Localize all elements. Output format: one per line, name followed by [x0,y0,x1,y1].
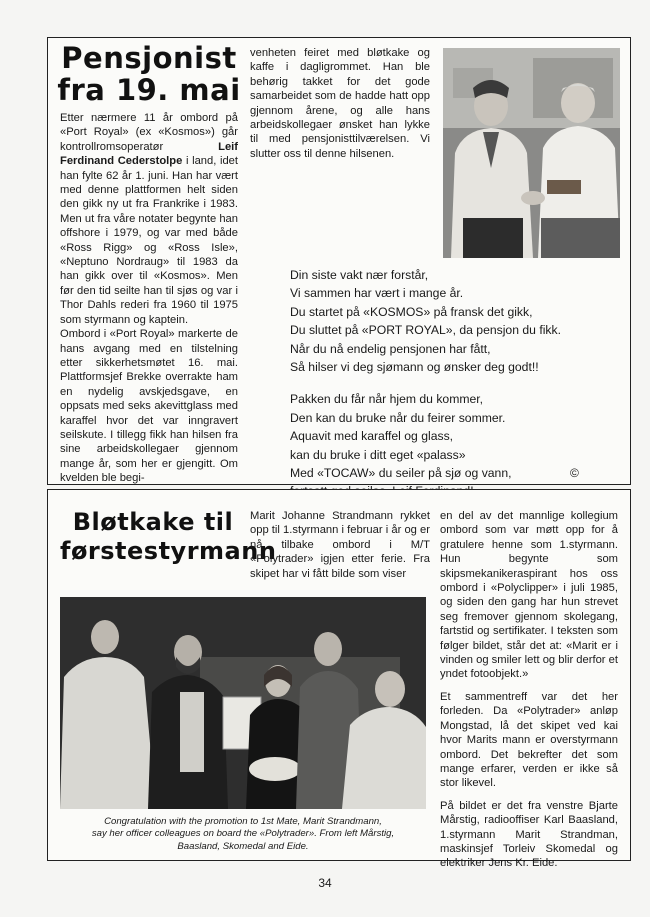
article1-text-post: i land, idet han fylte 62 år 1. juni. Han har vært med denne plattformen helt siden den gikk ny ut fra Frankrike i 1983. Men ut fra våre notater begynte han offshore i 1979, og var med både «Ross Rigg» og «Ross Isle», «Neptuno Nordraug» til 1983 da han gikk over til «Kosmos». Men før den tid seilte han til sjøs og var i Thor Dahls rederi fra 1960 til 1975 som styrmann og kaptein. [60,155,239,326]
photo-handshake-image [443,48,620,258]
poem-line: Med «TOCAW» du seiler på sjø og vann, [290,466,512,481]
article1-column-2 [250,46,430,161]
article1-column-2-text: venheten feiret med bløtkake og kaffe i dagligrommet. Han ble behørig takket for det gode samarbeidet som de hadde hatt opp gjennom årene, og alle hans arbeidskollegaer ønsket han lykke til med pensjonisttilværelsen. Vi slutter oss til denne hilsenen. [250,47,430,160]
poem-line: Så hilser vi deg sjømann og ønsker deg godt!! [290,360,539,375]
article1-column-1 [60,111,238,486]
article1-text-pre: Etter nærmere 11 år ombord på «Port Royal» (ex «Kosmos») går kontrollromsoperatør [60,112,238,153]
headline-line-2: fra 19. mai [57,73,241,107]
article2-paragraph-3: På bildet er det fra venstre Bjarte Mårstig, radiooffiser Karl Baasland, 1.styrmann Marit Strandman, maskinsjef Torleiv Skomedal og elektriker Jens Kr. Eide. [440,799,618,870]
photo-crew-image [60,597,426,809]
article1-paragraph-2: Ombord i «Port Royal» markerte de hans avgang med en tilstelning etter sikkerhetsmøtet 16. mai. Plattformsjef Brekke overrakte ham en nydelig avskjedsgave, en oppsats med seks akevittglass med karaffel hvor det var inngravert seilskute. I tillegg fikk han hilsen fra sine arbeidskollegaer gjennom mange år, som her er gjengitt. Om kvelden ble begi- [60,328,238,485]
article1-paragraph-1 [60,111,238,327]
poem-line: Aquavit med karaffel og glass, [290,429,454,444]
copyright-symbol: © [570,466,579,480]
photo-handshake [443,48,620,258]
poem-line: Pakken du får når hjem du kommer, [290,392,484,407]
article1-name: Leif Ferdinand Cederstolpe [60,140,238,168]
article2-paragraph-2: Et sammentreff var det her forleden. Da «Polytrader» anløp Mongstad, lå det skipet ved kai hvor Marits mann er overstyrmann ombord. Det bekrefter det som mange erfarer, verden er ikke så stor likevel. [440,690,618,790]
article2-column-2 [250,509,430,581]
photo-crew [60,597,426,809]
article2-column-2-text: Marit Johanne Strandmann rykket opp til 1.styrmann i februar i år og er nå tilbake ombord i M/T «Polytrader» igjen etter ferie. Fra skipet har vi fått bilde som viser [250,510,430,580]
poem-line: Vi sammen har vært i mange år. [290,286,464,301]
headline-blotkake [60,508,277,566]
headline-line-1: Pensjonist [61,41,237,75]
headline-pensjonist [56,42,242,106]
poem-line: Når du nå endelig pensjonen har fått, [290,341,491,356]
poem-line: Den kan du bruke når du feirer sommer. [290,410,506,425]
photo-caption [60,816,426,853]
caption-line: say her officer colleagues on board the «Polytrader». From left Mårstig, [91,828,395,840]
poem-line: kan du bruke i ditt eget «palass» [290,447,466,462]
farewell-poem [290,266,610,501]
page-number: 34 [318,876,332,890]
headline-line-2: førstestyrmann [60,537,277,565]
poem-line: Du sluttet på «PORT ROYAL», da pensjon du fikk. [290,323,561,338]
article2-column-3 [440,509,618,871]
poem-line: Din siste vakt nær forstår, [290,268,429,282]
headline-line-1: Bløtkake til [72,508,234,536]
poem-line: Du startet på «KOSMOS» på fransk det gikk, [290,304,533,319]
caption-line: Congratulation with the promotion to 1st Mate, Marit Strandmann, [104,816,382,827]
article2-paragraph-1: en del av det mannlige kollegium ombord som var møtt opp for å gratulere henne som 1.styrmann. Hun begynte som skipsmekanikeraspirant hos oss ombord i «Polyclipper» i juli 1985, og siden den gang har hun strevet seg fremover gjennom skolegang, fartstid og sertifikater. I teksten som følger bildet, står det at: «Marit er i vinden og smiler lett og blir derfor et yndet fotoobjekt.» [440,510,618,681]
caption-line: Baasland, Skomedal and Eide. [177,840,309,852]
